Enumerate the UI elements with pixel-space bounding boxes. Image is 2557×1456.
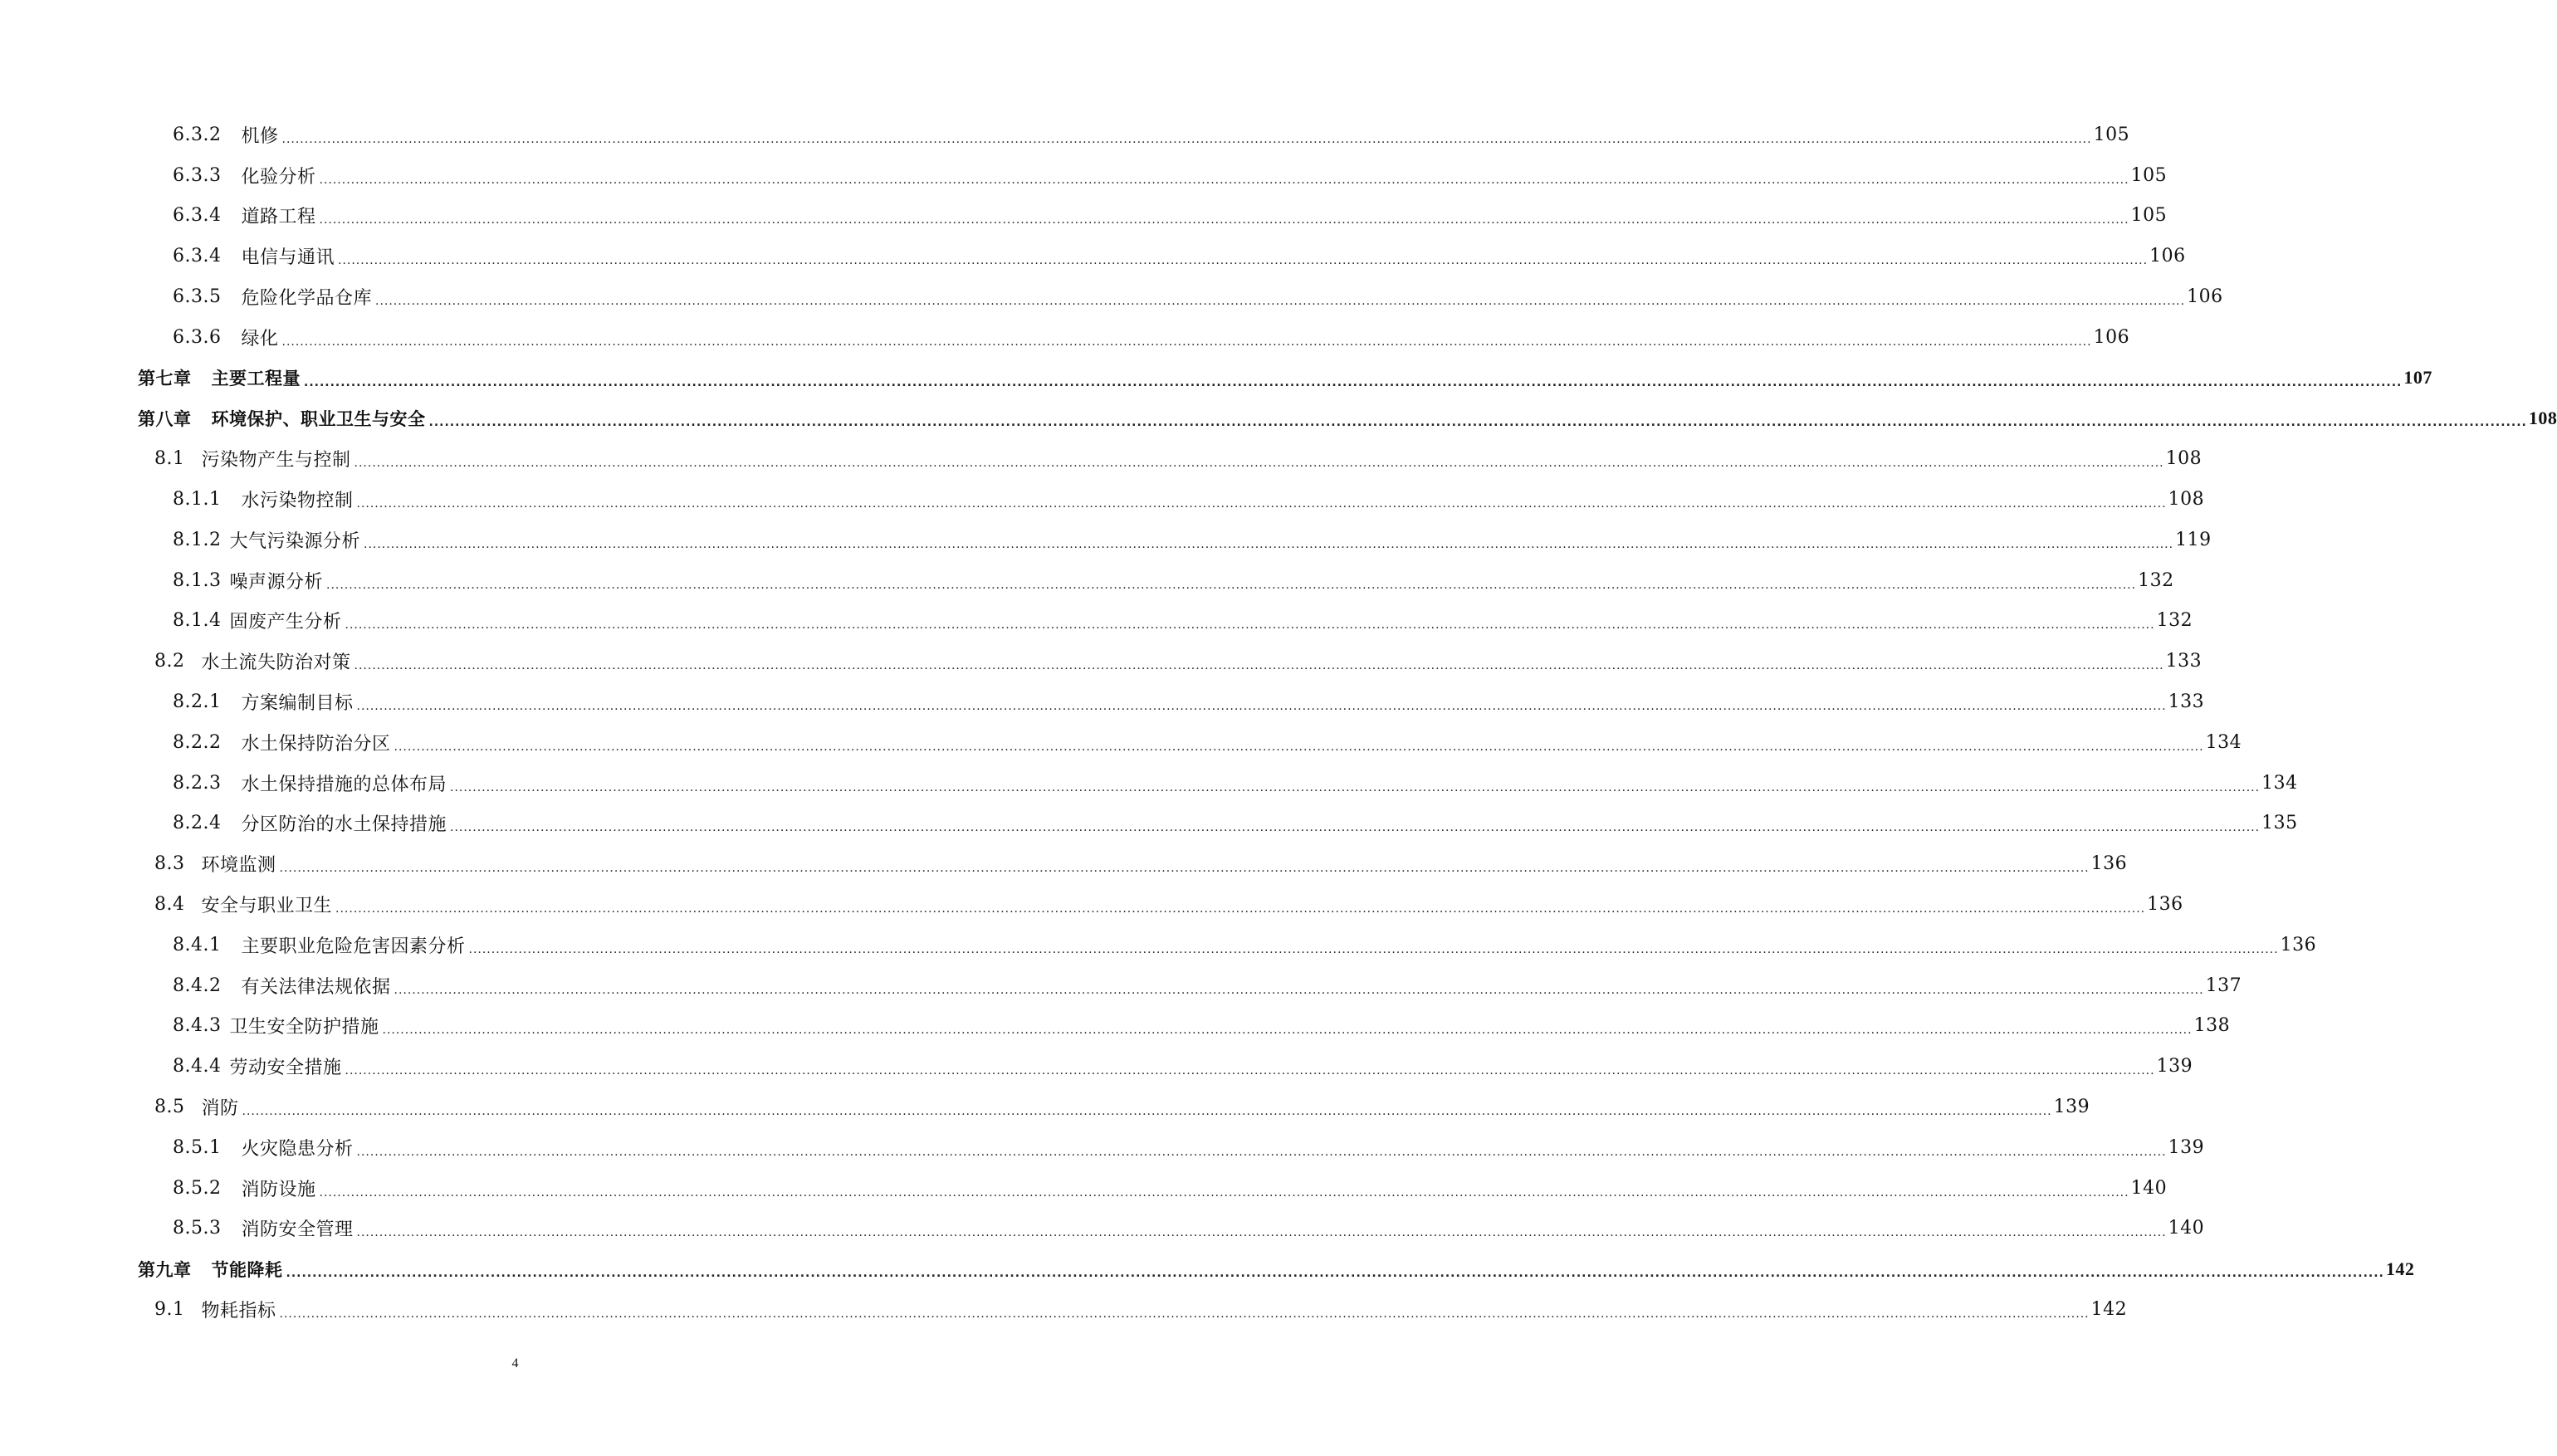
toc-entry[interactable] xyxy=(0,1248,2415,1289)
toc-leader-dots: ................................................................................................................................................................................................................................................................................................................................................................................................................ xyxy=(345,618,2155,633)
toc-entry[interactable] xyxy=(0,1209,2205,1249)
toc-entry-number: 8.5 xyxy=(154,1097,185,1118)
toc-entry-title: 水土保持措施的总体布局 xyxy=(241,774,447,795)
toc-entry[interactable] xyxy=(0,398,2557,439)
toc-entry-title: 化验分析 xyxy=(241,166,316,188)
toc-entry-title: 大气污染源分析 xyxy=(229,530,360,552)
toc-entry[interactable] xyxy=(0,155,2168,196)
toc-entry-page: 106 xyxy=(2187,286,2223,308)
toc-entry-page: 108 xyxy=(2168,489,2205,511)
toc-entry-page: 106 xyxy=(2093,326,2130,348)
toc-entry-title: 方案编制目标 xyxy=(241,693,354,715)
toc-leader-dots: ................................................................................................................................................................................................................................................................................................................................................................................................................ xyxy=(279,1307,2090,1321)
toc-leader-dots: ................................................................................................................................................................................................................................................................................................................................................................................................................ xyxy=(450,821,2261,835)
toc-leader-dots: ................................................................................................................................................................................................................................................................................................................................................................................................................ xyxy=(428,416,2527,430)
toc-leader-dots: ................................................................................................................................................................................................................................................................................................................................................................................................................ xyxy=(338,254,2149,268)
toc-entry-number: 8.2.2 xyxy=(173,731,222,753)
toc-entry[interactable] xyxy=(0,1289,2128,1330)
toc-entry-number: 6.3.6 xyxy=(173,326,222,348)
toc-entry-number: 8.4.1 xyxy=(173,934,222,955)
toc-leader-dots: ................................................................................................................................................................................................................................................................................................................................................................................................................ xyxy=(356,496,2167,511)
toc-entry-page: 137 xyxy=(2205,975,2242,996)
toc-entry-title: 消防安全管理 xyxy=(241,1219,354,1241)
toc-entry-title: 水土流失防治对策 xyxy=(201,652,351,674)
toc-entry[interactable] xyxy=(0,682,2205,722)
toc-entry-page: 105 xyxy=(2093,124,2130,145)
toc-entry-title: 水污染物控制 xyxy=(241,491,354,512)
toc-entry[interactable] xyxy=(0,722,2242,763)
toc-entry[interactable] xyxy=(0,1127,2205,1168)
toc-entry[interactable] xyxy=(0,843,2128,884)
toc-entry-number: 8.5.2 xyxy=(173,1177,222,1199)
toc-leader-dots: ................................................................................................................................................................................................................................................................................................................................................................................................................ xyxy=(354,457,2164,471)
toc-entry-page: 136 xyxy=(2147,894,2183,916)
toc-leader-dots: ................................................................................................................................................................................................................................................................................................................................................................................................................ xyxy=(279,862,2090,876)
toc-leader-dots: ................................................................................................................................................................................................................................................................................................................................................................................................................ xyxy=(335,901,2146,916)
toc-leader-dots: ................................................................................................................................................................................................................................................................................................................................................................................................................ xyxy=(319,173,2129,187)
table-of-contents xyxy=(0,115,2557,1330)
toc-entry-page: 132 xyxy=(2156,610,2193,632)
toc-entry-title: 消防设施 xyxy=(241,1179,316,1200)
toc-leader-dots: ................................................................................................................................................................................................................................................................................................................................................................................................................ xyxy=(281,132,2092,146)
toc-leader-dots: ................................................................................................................................................................................................................................................................................................................................................................................................................ xyxy=(450,780,2261,794)
toc-entry[interactable] xyxy=(0,560,2174,601)
toc-entry-number: 8.1.1 xyxy=(173,489,222,511)
page-number: 4 xyxy=(511,1356,519,1370)
toc-entry-number: 6.3.2 xyxy=(173,124,222,145)
toc-entry-page: 139 xyxy=(2053,1097,2090,1118)
toc-entry-number: 8.4 xyxy=(154,894,185,916)
toc-entry-title: 劳动安全措施 xyxy=(229,1058,342,1079)
toc-leader-dots: ................................................................................................................................................................................................................................................................................................................................................................................................................ xyxy=(394,740,2204,754)
toc-entry[interactable] xyxy=(0,641,2203,682)
toc-leader-dots: ................................................................................................................................................................................................................................................................................................................................................................................................................ xyxy=(364,537,2174,551)
toc-entry-number: 6.3.4 xyxy=(173,246,222,267)
toc-entry-page: 139 xyxy=(2156,1056,2193,1077)
toc-entry-number: 9.1 xyxy=(154,1299,185,1320)
toc-entry-title: 物耗指标 xyxy=(201,1301,276,1322)
toc-entry-number: 8.5.3 xyxy=(173,1218,222,1239)
toc-entry-page: 105 xyxy=(2130,164,2168,186)
toc-entry-title: 消防 xyxy=(201,1098,239,1120)
toc-entry-number: 6.3.3 xyxy=(173,164,222,186)
toc-leader-dots: ................................................................................................................................................................................................................................................................................................................................................................................................................ xyxy=(382,1024,2193,1038)
toc-leader-dots: ................................................................................................................................................................................................................................................................................................................................................................................................................ xyxy=(281,335,2092,349)
toc-leader-dots: ................................................................................................................................................................................................................................................................................................................................................................................................................ xyxy=(356,1226,2167,1240)
toc-entry-page: 134 xyxy=(2205,731,2242,753)
toc-entry[interactable] xyxy=(0,1087,2090,1127)
toc-entry[interactable] xyxy=(0,317,2130,358)
toc-entry[interactable] xyxy=(0,763,2298,804)
toc-entry-number: 8.2 xyxy=(154,651,185,672)
toc-leader-dots: ................................................................................................................................................................................................................................................................................................................................................................................................................ xyxy=(356,1145,2167,1159)
toc-entry[interactable] xyxy=(0,601,2193,642)
toc-leader-dots: ................................................................................................................................................................................................................................................................................................................................................................................................................ xyxy=(394,983,2204,997)
toc-entry-title: 分区防治的水土保持措施 xyxy=(241,814,447,836)
toc-leader-dots: ................................................................................................................................................................................................................................................................................................................................................................................................................ xyxy=(242,1104,2052,1118)
toc-entry-number: 8.4.4 xyxy=(173,1056,222,1077)
toc-entry-number: 8.1.2 xyxy=(173,529,222,550)
toc-entry-number: 8.3 xyxy=(154,853,185,875)
toc-entry-page: 138 xyxy=(2193,1015,2231,1037)
toc-entry-title: 机修 xyxy=(241,125,279,147)
toc-entry-number: 8.4.3 xyxy=(173,1015,222,1037)
toc-entry-page: 108 xyxy=(2165,448,2203,470)
toc-entry[interactable] xyxy=(0,1006,2231,1047)
toc-entry-title: 电信与通讯 xyxy=(241,247,335,269)
toc-entry[interactable] xyxy=(0,196,2168,237)
toc-leader-dots: ................................................................................................................................................................................................................................................................................................................................................................................................................ xyxy=(319,1185,2129,1199)
toc-entry-number: 8.1.3 xyxy=(173,569,222,591)
toc-entry-page: 108 xyxy=(2528,407,2557,428)
toc-entry-page: 136 xyxy=(2090,853,2128,875)
toc-entry[interactable] xyxy=(0,1168,2168,1209)
toc-leader-dots: ................................................................................................................................................................................................................................................................................................................................................................................................................ xyxy=(286,1267,2384,1281)
toc-entry-page: 133 xyxy=(2165,651,2203,672)
toc-entry-title: 环境保护、职业卫生与安全 xyxy=(211,408,426,429)
toc-entry-title: 主要职业危险危害因素分析 xyxy=(241,936,466,957)
toc-leader-dots: ................................................................................................................................................................................................................................................................................................................................................................................................................ xyxy=(375,294,2186,308)
toc-entry[interactable] xyxy=(0,965,2242,1006)
toc-entry-title: 有关法律法规依据 xyxy=(241,976,391,998)
toc-entry-title: 噪声源分析 xyxy=(229,571,323,593)
toc-entry-page: 105 xyxy=(2130,205,2168,227)
toc-entry-number: 第七章 xyxy=(138,369,192,389)
toc-leader-dots: ................................................................................................................................................................................................................................................................................................................................................................................................................ xyxy=(356,699,2167,713)
toc-entry-page: 106 xyxy=(2149,246,2186,267)
toc-entry-page: 135 xyxy=(2261,813,2298,834)
toc-entry[interactable] xyxy=(0,115,2130,155)
toc-entry[interactable] xyxy=(0,925,2317,965)
toc-entry-number: 6.3.5 xyxy=(173,286,222,308)
toc-entry-number: 8.5.1 xyxy=(173,1136,222,1158)
toc-leader-dots: ................................................................................................................................................................................................................................................................................................................................................................................................................ xyxy=(345,1064,2155,1078)
toc-leader-dots: ................................................................................................................................................................................................................................................................................................................................................................................................................ xyxy=(468,942,2279,956)
toc-entry-number: 8.2.4 xyxy=(173,813,222,834)
toc-entry-title: 水土保持防治分区 xyxy=(241,733,391,755)
toc-entry-title: 卫生安全防护措施 xyxy=(229,1017,379,1038)
toc-entry-title: 安全与职业卫生 xyxy=(201,896,333,917)
toc-entry[interactable] xyxy=(0,276,2223,317)
toc-leader-dots: ................................................................................................................................................................................................................................................................................................................................................................................................................ xyxy=(304,375,2403,389)
toc-entry-number: 8.2.1 xyxy=(173,691,222,713)
toc-entry-page: 134 xyxy=(2261,772,2298,794)
toc-leader-dots: ................................................................................................................................................................................................................................................................................................................................................................................................................ xyxy=(354,659,2164,673)
toc-entry-page: 139 xyxy=(2168,1136,2205,1158)
toc-entry[interactable] xyxy=(0,479,2205,520)
toc-entry[interactable] xyxy=(0,236,2186,276)
toc-entry-number: 8.2.3 xyxy=(173,772,222,794)
toc-entry-number: 8.1.4 xyxy=(173,610,222,632)
toc-entry[interactable] xyxy=(0,520,2212,560)
toc-entry-number: 第八章 xyxy=(138,408,192,429)
toc-entry-page: 142 xyxy=(2385,1258,2415,1279)
toc-entry[interactable] xyxy=(0,1046,2193,1087)
toc-entry-title: 绿化 xyxy=(241,328,279,349)
toc-entry-title: 火灾隐患分析 xyxy=(241,1138,354,1160)
toc-entry-title: 污染物产生与控制 xyxy=(201,450,351,471)
toc-entry-title: 主要工程量 xyxy=(211,369,301,389)
toc-entry-number: 8.4.2 xyxy=(173,975,222,996)
toc-entry-title: 固废产生分析 xyxy=(229,612,342,633)
toc-entry-page: 107 xyxy=(2403,367,2432,388)
toc-entry-title: 道路工程 xyxy=(241,207,316,228)
toc-entry-title: 危险化学品仓库 xyxy=(241,288,372,310)
toc-entry-page: 119 xyxy=(2175,529,2212,550)
toc-entry[interactable] xyxy=(0,438,2203,479)
toc-entry-number: 第九章 xyxy=(138,1259,192,1280)
toc-leader-dots: ................................................................................................................................................................................................................................................................................................................................................................................................................ xyxy=(326,578,2137,592)
toc-entry[interactable] xyxy=(0,804,2298,844)
toc-entry-page: 133 xyxy=(2168,691,2205,713)
toc-leader-dots: ................................................................................................................................................................................................................................................................................................................................................................................................................ xyxy=(319,213,2129,227)
toc-entry-page: 132 xyxy=(2138,569,2174,591)
toc-entry-number: 6.3.4 xyxy=(173,205,222,227)
toc-entry-page: 140 xyxy=(2130,1177,2168,1199)
toc-entry[interactable] xyxy=(0,358,2432,398)
toc-entry-page: 140 xyxy=(2168,1218,2205,1239)
toc-entry-title: 节能降耗 xyxy=(211,1259,283,1280)
toc-entry-number: 8.1 xyxy=(154,448,185,470)
toc-entry-page: 142 xyxy=(2090,1299,2128,1320)
toc-entry-page: 136 xyxy=(2280,934,2317,955)
toc-entry[interactable] xyxy=(0,884,2183,925)
toc-entry-title: 环境监测 xyxy=(201,855,276,877)
